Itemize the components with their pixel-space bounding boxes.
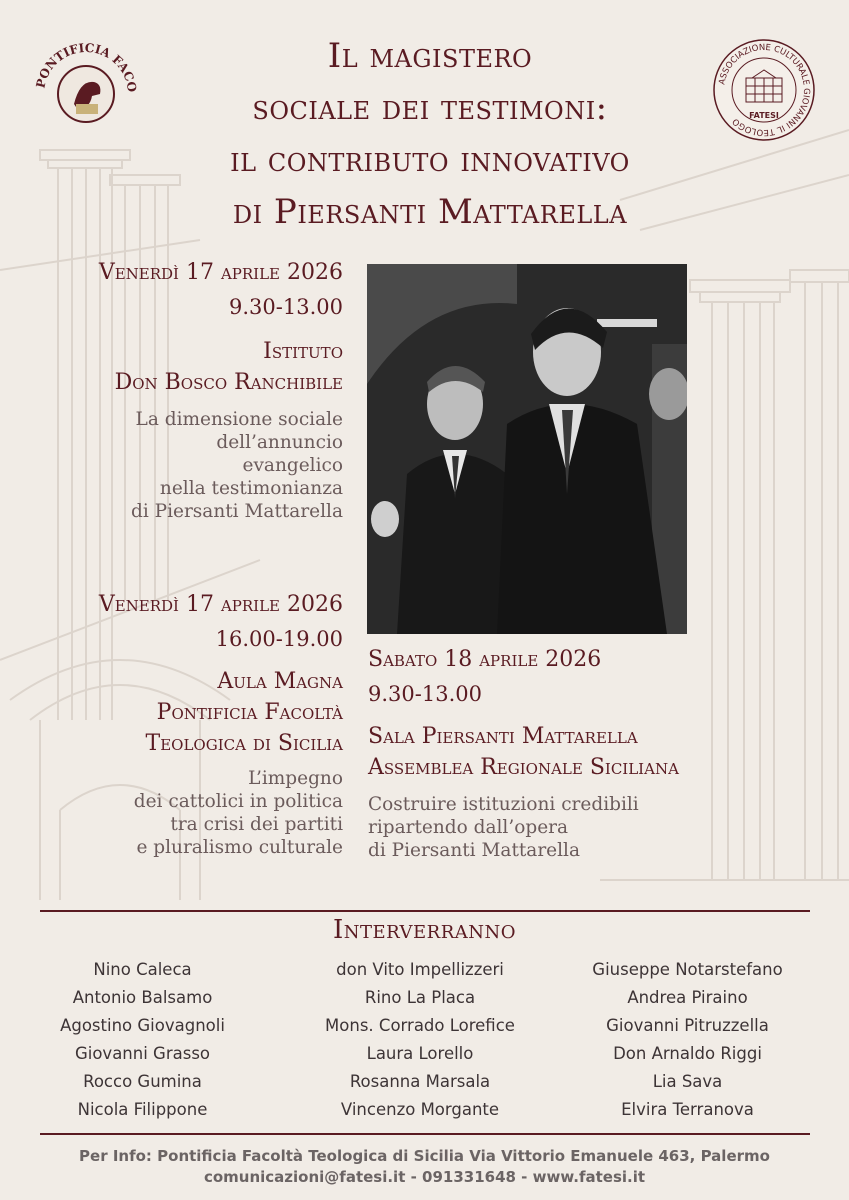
event-3-date: Sabato 18 aprile 2026 <box>368 647 602 672</box>
title-line: sociale dei testimoni: <box>252 88 608 128</box>
right-logo-text: ASSOCIAZIONE CULTURALE GIOVANNI IL TEOLOGO <box>717 42 812 138</box>
speaker-name: Agostino Giovagnoli <box>60 1016 225 1035</box>
event-2-place-line: Aula Magna <box>217 669 343 694</box>
page-title <box>130 30 730 238</box>
topic-line: L’impegno <box>248 768 343 789</box>
speaker-name: Don Arnaldo Riggi <box>613 1044 762 1063</box>
event-2-place-line: Teologica di Sicilia <box>145 731 343 756</box>
speaker-name: Laura Lorello <box>366 1044 474 1063</box>
left-logo-text: PONTIFICIA FACO <box>33 40 140 94</box>
speaker-name: Giuseppe Notarstefano <box>592 960 783 979</box>
speaker-name: Giovanni Grasso <box>74 1044 211 1063</box>
event-3-time: 9.30-13.00 <box>368 682 482 706</box>
event-2-topic <box>20 767 343 859</box>
footer <box>0 1146 849 1188</box>
event-3 <box>368 645 808 862</box>
speaker-name: Andrea Piraino <box>627 988 748 1007</box>
event-2-date: Venerdì 17 aprile 2026 <box>98 592 343 617</box>
speaker-name: Nino Caleca <box>93 960 192 979</box>
topic-line: nella testimonianza <box>159 478 343 499</box>
topic-line: ripartendo dall’opera <box>368 817 569 838</box>
event-1-time: 9.30-13.00 <box>229 295 343 319</box>
right-logo-brand: FATESI <box>749 111 779 120</box>
event-2-time: 16.00-19.00 <box>215 627 343 651</box>
footer-info: Per Info: Pontificia Facoltà Teologica di Sicilia Via Vittorio Emanuele 463, Palermo <box>79 1147 770 1165</box>
event-1-place-line: Don Bosco Ranchibile <box>114 370 343 395</box>
topic-line: di Piersanti Mattarella <box>368 840 580 861</box>
topic-line: e pluralismo culturale <box>136 837 343 858</box>
topic-line: La dimensione sociale <box>135 409 343 430</box>
event-1-place-line: Istituto <box>263 339 343 364</box>
footer-contacts[interactable]: comunicazioni@fatesi.it - 091331648 - www.fatesi.it <box>203 1168 646 1186</box>
speaker-name: don Vito Impellizzeri <box>336 960 504 979</box>
event-2 <box>20 590 343 859</box>
divider-bottom <box>40 1133 810 1135</box>
speaker-name: Vincenzo Morgante <box>340 1100 500 1119</box>
topic-line: dei cattolici in politica <box>133 791 343 812</box>
speaker-name: Rocco Gumina <box>83 1072 202 1091</box>
title-line: di Piersanti Mattarella <box>232 192 628 232</box>
speaker-name: Lia Sava <box>652 1072 723 1091</box>
historic-photo <box>367 264 687 634</box>
speaker-name: Antonio Balsamo <box>72 988 213 1007</box>
speakers-heading: Interverranno <box>332 915 517 945</box>
divider-top <box>40 910 810 912</box>
event-1-date: Venerdì 17 aprile 2026 <box>98 260 343 285</box>
topic-line: di Piersanti Mattarella <box>131 501 343 522</box>
speakers-column-3 <box>570 956 805 1124</box>
speaker-name: Rosanna Marsala <box>349 1072 491 1091</box>
topic-line: tra crisi dei partiti <box>170 814 343 835</box>
pontificia-facolta-logo <box>30 38 142 150</box>
event-3-topic <box>368 793 808 862</box>
speaker-name: Rino La Placa <box>364 988 476 1007</box>
speaker-name: Nicola Filippone <box>77 1100 208 1119</box>
speaker-name: Mons. Corrado Lorefice <box>325 1016 515 1035</box>
title-line: Il magistero <box>327 36 533 76</box>
speaker-name: Elvira Terranova <box>621 1100 754 1119</box>
speaker-name: Giovanni Pitruzzella <box>606 1016 769 1035</box>
event-1 <box>20 258 343 523</box>
speakers-column-1 <box>40 956 245 1124</box>
topic-line: Costruire istituzioni credibili <box>368 794 639 815</box>
event-3-place-line: Assemblea Regionale Siciliana <box>368 755 679 780</box>
topic-line: evangelico <box>242 455 343 476</box>
event-1-topic <box>20 408 343 523</box>
title-line: il contributo innovativo <box>230 140 630 180</box>
event-2-place-line: Pontificia Facoltà <box>156 700 343 725</box>
topic-line: dell’annuncio <box>216 432 343 453</box>
speakers-column-2 <box>295 956 545 1124</box>
event-3-place-line: Sala Piersanti Mattarella <box>368 724 638 749</box>
